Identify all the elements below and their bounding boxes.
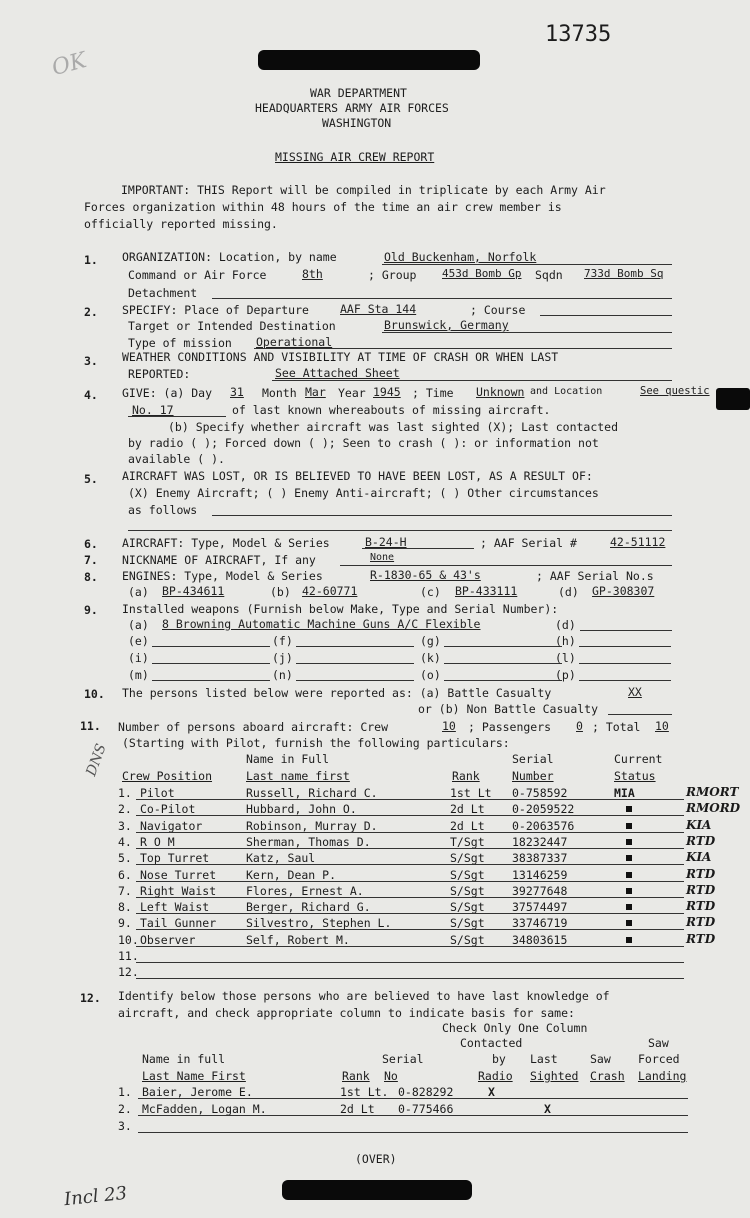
give-label: GIVE: (a) Day <box>122 386 213 400</box>
lost-cause-line-1 <box>212 515 672 516</box>
crew-status-annotation: RMORT <box>686 785 739 799</box>
location-value: See questic <box>640 385 710 397</box>
weapon-slot-line <box>579 680 671 681</box>
sqdn-label: Sqdn <box>535 268 563 282</box>
crew-row-line <box>136 848 684 849</box>
serial-header-top: Serial <box>512 752 554 766</box>
item-9-number: 9. <box>84 603 98 617</box>
status-mark <box>626 920 632 926</box>
crew-row-number: 11. <box>118 949 139 963</box>
aircraft-serial-value: 42-51112 <box>610 535 666 549</box>
course-line <box>540 315 672 316</box>
redaction-bar-edge <box>716 388 750 410</box>
weapon-slot-label: (g) <box>420 634 441 648</box>
item-1-number: 1. <box>84 253 98 267</box>
item-7-number: 7. <box>84 553 98 567</box>
item-5-number: 5. <box>84 472 98 486</box>
crew-serial: 0-2063576 <box>512 818 575 833</box>
crew-name: Katz, Saul <box>246 851 316 866</box>
crew-row-number: 4. <box>118 834 132 849</box>
crew-serial: 0-2059522 <box>512 802 575 817</box>
city-heading: WASHINGTON <box>322 116 392 130</box>
forced-header-mid: Forced <box>638 1052 680 1066</box>
item-4-number: 4. <box>84 388 98 402</box>
item-10-number: 10. <box>84 687 105 701</box>
crew-position: Top Turret <box>140 851 210 866</box>
detachment-label: Detachment <box>128 286 198 300</box>
weapon-d-label: (d) <box>555 618 576 632</box>
lk-serial-header-top: Serial <box>382 1052 424 1066</box>
weapon-slot-label: (m) <box>128 668 149 682</box>
footer-handwriting: Incl 23 <box>63 1182 129 1211</box>
lk-serial: 0-828292 <box>398 1085 454 1099</box>
weapon-slot-line <box>296 646 414 647</box>
lk-row-number: 1. <box>118 1085 132 1099</box>
crew-row-number: 1. <box>118 786 132 800</box>
month-label: Month <box>262 386 297 400</box>
mission-type-value: Operational <box>256 335 333 349</box>
crash-header: Crash <box>590 1069 625 1083</box>
crew-name: Flores, Ernest A. <box>246 883 364 898</box>
lk-name-header: Last Name First <box>142 1069 246 1083</box>
persons-aboard-label: Number of persons aboard aircraft: Crew <box>118 720 389 734</box>
location-tail: of last known whereabouts of missing aircraft. <box>232 403 551 417</box>
crew-serial: 37574497 <box>512 900 568 915</box>
crew-row-line <box>136 815 684 816</box>
crash-header-top: Saw <box>590 1052 611 1066</box>
sighted-header: Sighted <box>530 1069 579 1083</box>
engine-d-label: (d) <box>558 585 579 599</box>
weapon-slot-label: (e) <box>128 634 149 648</box>
non-battle-line <box>608 714 672 715</box>
crew-position-header: Crew Position <box>122 769 213 783</box>
headquarters-heading: HEADQUARTERS ARMY AIR FORCES <box>255 101 449 115</box>
weather-label: WEATHER CONDITIONS AND VISIBILITY AT TIME OF CRASH OR WHEN LAST <box>122 350 559 364</box>
crew-serial: 34803615 <box>512 932 568 947</box>
total-label: ; Total <box>592 720 641 734</box>
reported-value: See Attached Sheet <box>275 366 400 380</box>
lk-name-header-top: Name in full <box>142 1052 226 1066</box>
sqdn-value: 733d Bomb Sq <box>584 267 664 280</box>
time-label: ; Time <box>412 386 454 400</box>
item-6-number: 6. <box>84 537 98 551</box>
crew-status-annotation: RTD <box>686 931 716 946</box>
place-label: SPECIFY: Place of Departure <box>122 303 309 317</box>
course-label: ; Course <box>470 303 526 317</box>
crew-row-number: 2. <box>118 802 132 817</box>
contacted-header-top: Contacted <box>460 1036 523 1050</box>
battle-casualty-value: XX <box>628 685 642 699</box>
weapon-slot-label: (f) <box>272 634 293 648</box>
status-mark <box>626 872 632 878</box>
corner-handwriting: OK <box>49 47 90 82</box>
crew-position: Right Waist <box>140 883 217 898</box>
status-mark <box>626 855 632 861</box>
crew-status-annotation: RTD <box>686 882 716 897</box>
crew-rank: 2d Lt <box>450 802 485 817</box>
department-heading: WAR DEPARTMENT <box>310 86 407 100</box>
crew-status-annotation: KIA <box>686 850 712 865</box>
crew-status-annotation: KIA <box>686 817 712 832</box>
aircraft-serial-label: ; AAF Serial # <box>480 536 577 550</box>
radio-header: Radio <box>478 1069 513 1083</box>
weapon-slot-label: (j) <box>272 651 293 665</box>
weapon-slot-line <box>152 646 270 647</box>
lost-cause-label: AIRCRAFT WAS LOST, OR IS BELIEVED TO HAVE BEEN LOST, AS A RESULT OF: <box>122 469 593 483</box>
crew-rank: S/Sgt <box>450 883 485 898</box>
detachment-line <box>212 298 672 299</box>
crew-row-line <box>136 864 684 865</box>
weapon-slot-label: (n) <box>272 668 293 682</box>
crew-row-number: 3. <box>118 818 132 833</box>
item-8-number: 8. <box>84 570 98 584</box>
location-label: and Location <box>530 386 603 397</box>
crew-row-line <box>136 913 684 914</box>
name-header: Last name first <box>246 769 350 783</box>
status-header: Status <box>614 769 656 783</box>
last-knowledge-line-1: Identify below those persons who are believed to have last knowledge of <box>118 989 610 1003</box>
weapon-a-value: 8 Browning Automatic Machine Guns A/C Flexible <box>162 617 481 631</box>
lk-row-line <box>138 1132 688 1133</box>
crew-row-line <box>136 799 684 800</box>
crew-row-number: 10. <box>118 932 139 947</box>
name-header-top: Name in Full <box>246 752 330 766</box>
crew-status-annotation: RTD <box>686 866 716 881</box>
location-continued: No. 17 <box>132 403 174 417</box>
crew-serial: 38387337 <box>512 851 568 866</box>
crew-row-line <box>136 897 684 898</box>
forced-header-top: Saw <box>648 1036 669 1050</box>
important-line-3: officially reported missing. <box>84 217 278 231</box>
casualty-label: The persons listed below were reported as: (a) Battle Casualty <box>122 686 552 700</box>
status-mark <box>626 839 632 845</box>
lk-serial: 0-775466 <box>398 1102 454 1116</box>
crew-rank: S/Sgt <box>450 867 485 882</box>
weapon-d-line <box>580 630 672 631</box>
report-title: MISSING AIR CREW REPORT <box>275 150 435 164</box>
non-battle-label: or (b) Non Battle Casualty <box>418 702 599 716</box>
command-value: 8th <box>302 267 323 281</box>
lk-radio-check: X <box>488 1085 495 1099</box>
crew-count: 10 <box>442 719 456 733</box>
crew-row-line <box>136 881 684 882</box>
organization-label: ORGANIZATION: Location, by name <box>122 250 337 264</box>
crew-name: Russell, Richard C. <box>246 786 378 800</box>
engine-a-serial: BP-434611 <box>162 584 225 598</box>
weapon-slot-label: (o) <box>420 668 441 682</box>
over-label: (OVER) <box>355 1152 397 1166</box>
crew-name: Sherman, Thomas D. <box>246 834 371 849</box>
organization-line <box>382 264 672 265</box>
lk-rank-header: Rank <box>342 1069 370 1083</box>
crew-serial: 13146259 <box>512 867 568 882</box>
engine-d-serial: GP-308307 <box>592 584 655 598</box>
total-count: 10 <box>655 719 669 733</box>
crew-serial: 18232447 <box>512 834 568 849</box>
lk-rank: 1st Lt. <box>340 1085 389 1099</box>
group-label: ; Group <box>368 268 417 282</box>
lk-name: McFadden, Logan M. <box>142 1102 267 1116</box>
crew-row-number: 5. <box>118 851 132 866</box>
crew-row-number: 9. <box>118 916 132 931</box>
status-header-top: Current <box>614 752 663 766</box>
weapon-slot-line <box>152 663 270 664</box>
serial-header: Number <box>512 769 554 783</box>
status-mark <box>626 937 632 943</box>
crew-status-annotation: RTD <box>686 899 716 914</box>
lk-row-number: 2. <box>118 1102 132 1116</box>
specify-line-1: (b) Specify whether aircraft was last sighted (X); Last contacted <box>168 420 619 434</box>
reported-label: REPORTED: <box>128 367 191 381</box>
crew-status-annotation: RTD <box>686 915 716 930</box>
crew-position: R O M <box>140 834 175 849</box>
aircraft-type-label: AIRCRAFT: Type, Model & Series <box>122 536 330 550</box>
year-value: 1945 <box>373 385 401 399</box>
redaction-bar-bottom <box>282 1180 472 1200</box>
nickname-value: None <box>370 552 395 563</box>
crew-rank: S/Sgt <box>450 916 485 931</box>
lk-sighted-check: X <box>544 1102 551 1116</box>
crew-rank: 2d Lt <box>450 818 485 833</box>
crew-status: MIA <box>614 786 635 800</box>
check-one-column: Check Only One Column <box>442 1021 588 1035</box>
crew-position: Pilot <box>140 786 175 800</box>
crew-serial: 33746719 <box>512 916 568 931</box>
crew-position: Nose Turret <box>140 867 217 882</box>
item-12-number: 12. <box>80 991 101 1005</box>
engine-c-serial: BP-433111 <box>455 584 518 598</box>
crew-rank: 1st Lt <box>450 786 492 800</box>
rank-header: Rank <box>452 769 480 783</box>
crew-name: Silvestro, Stephen L. <box>246 916 392 931</box>
status-mark <box>626 888 632 894</box>
weapon-slot-line <box>444 663 562 664</box>
crew-row-number: 8. <box>118 900 132 915</box>
lk-rank: 2d Lt <box>340 1102 375 1116</box>
lk-row-line <box>138 1115 688 1116</box>
day-value: 31 <box>230 385 244 399</box>
item-11-number: 11. <box>80 719 101 733</box>
lk-no-header: No <box>384 1069 398 1083</box>
engine-b-label: (b) <box>270 585 291 599</box>
year-label: Year <box>338 386 366 400</box>
weapon-slot-label: (i) <box>128 651 149 665</box>
engine-a-label: (a) <box>128 585 149 599</box>
weapon-slot-line <box>152 680 270 681</box>
weapon-slot-line <box>444 680 562 681</box>
crew-position: Tail Gunner <box>140 916 217 931</box>
crew-rank: S/Sgt <box>450 851 485 866</box>
mission-type-label: Type of mission <box>128 336 232 350</box>
margin-note: DNS <box>83 741 110 779</box>
status-mark <box>626 806 632 812</box>
redaction-bar-top <box>258 50 480 70</box>
crew-row-line <box>136 929 684 930</box>
passengers-count: 0 <box>576 719 583 733</box>
month-value: Mar <box>305 385 326 399</box>
weapon-a-label: (a) <box>128 618 149 632</box>
sighted-header-top: Last <box>530 1052 558 1066</box>
specify-line-2: by radio ( ); Forced down ( ); Seen to crash ( ): or information not <box>128 436 599 450</box>
crew-name: Hubbard, John O. <box>246 802 357 817</box>
crew-row-line <box>136 962 684 963</box>
crew-row-number: 6. <box>118 867 132 882</box>
crew-rank: T/Sgt <box>450 834 485 849</box>
command-label: Command or Air Force <box>128 268 267 282</box>
target-value: Brunswick, Germany <box>384 318 509 332</box>
engines-serial-label: ; AAF Serial No.s <box>536 569 654 583</box>
weapon-slot-line <box>296 663 414 664</box>
crew-name: Berger, Richard G. <box>246 900 371 915</box>
passengers-label: ; Passengers <box>468 720 552 734</box>
nickname-label: NICKNAME OF AIRCRAFT, If any <box>122 553 316 567</box>
engine-b-serial: 42-60771 <box>302 584 358 598</box>
contacted-header-mid: by <box>492 1052 506 1066</box>
crew-rank: S/Sgt <box>450 900 485 915</box>
crew-position: Left Waist <box>140 900 210 915</box>
lk-row-line <box>138 1098 688 1099</box>
specify-line-3: available ( ). <box>128 452 225 466</box>
weapon-slot-label: (h) <box>555 634 576 648</box>
place-value: AAF Sta 144 <box>340 302 417 316</box>
crew-name: Self, Robert M. <box>246 932 350 947</box>
crew-serial: 39277648 <box>512 883 568 898</box>
weapon-slot-label: (l) <box>555 651 576 665</box>
crew-name: Robinson, Murray D. <box>246 818 378 833</box>
last-knowledge-line-2: aircraft, and check appropriate column to indicate basis for same: <box>118 1006 575 1020</box>
aircraft-type-line <box>362 548 474 549</box>
mission-type-line <box>254 348 672 349</box>
crew-serial: 0-758592 <box>512 786 568 800</box>
important-line-2: Forces organization within 48 hours of the time an air crew member is <box>84 200 562 214</box>
crew-rank: S/Sgt <box>450 932 485 947</box>
particulars-instruction: (Starting with Pilot, furnish the following particulars: <box>122 736 510 750</box>
item-2-number: 2. <box>84 305 98 319</box>
crew-status-annotation: RMORD <box>686 801 741 816</box>
organization-value: Old Buckenham, Norfolk <box>384 250 537 264</box>
crew-position: Navigator <box>140 818 203 833</box>
status-mark <box>626 904 632 910</box>
weapons-label: Installed weapons (Furnish below Make, Type and Serial Number): <box>122 602 559 616</box>
group-value: 453d Bomb Gp <box>442 267 522 280</box>
lost-cause-line-2 <box>128 530 672 531</box>
document-number: 13735 <box>545 22 612 47</box>
crew-row-number: 7. <box>118 883 132 898</box>
lk-row-number: 3. <box>118 1119 132 1133</box>
time-value: Unknown <box>476 385 525 399</box>
target-label: Target or Intended Destination <box>128 319 336 333</box>
status-mark <box>626 823 632 829</box>
weapon-slot-line <box>579 663 671 664</box>
crew-row-line <box>136 946 684 947</box>
weapon-slot-line <box>296 680 414 681</box>
weapon-slot-label: (k) <box>420 651 441 665</box>
landing-header: Landing <box>638 1069 687 1083</box>
engine-c-label: (c) <box>420 585 441 599</box>
lk-name: Baier, Jerome E. <box>142 1085 253 1099</box>
target-line <box>382 332 672 333</box>
engines-label: ENGINES: Type, Model & Series <box>122 569 323 583</box>
lost-cause-follows: as follows <box>128 503 198 517</box>
nickname-line <box>340 565 672 566</box>
weapon-slot-line <box>444 646 562 647</box>
crew-row-line <box>136 832 684 833</box>
reported-line <box>272 380 672 381</box>
crew-row-number: 12. <box>118 965 139 980</box>
location-cont-line <box>128 416 226 417</box>
weapon-slot-line <box>579 646 671 647</box>
lost-cause-options: (X) Enemy Aircraft; ( ) Enemy Anti-aircraft; ( ) Other circumstances <box>128 486 599 500</box>
engines-value: R-1830-65 & 43's <box>370 568 481 582</box>
crew-status-annotation: RTD <box>686 833 716 848</box>
crew-position: Observer <box>140 932 196 947</box>
aircraft-type-value: B-24-H <box>365 535 407 549</box>
important-line-1: IMPORTANT: THIS Report will be compiled in triplicate by each Army Air <box>121 183 606 197</box>
crew-name: Kern, Dean P. <box>246 867 337 882</box>
item-3-number: 3. <box>84 354 98 368</box>
weapon-slot-label: (p) <box>555 668 576 682</box>
crew-row-line <box>136 978 684 979</box>
crew-position: Co-Pilot <box>140 802 196 817</box>
